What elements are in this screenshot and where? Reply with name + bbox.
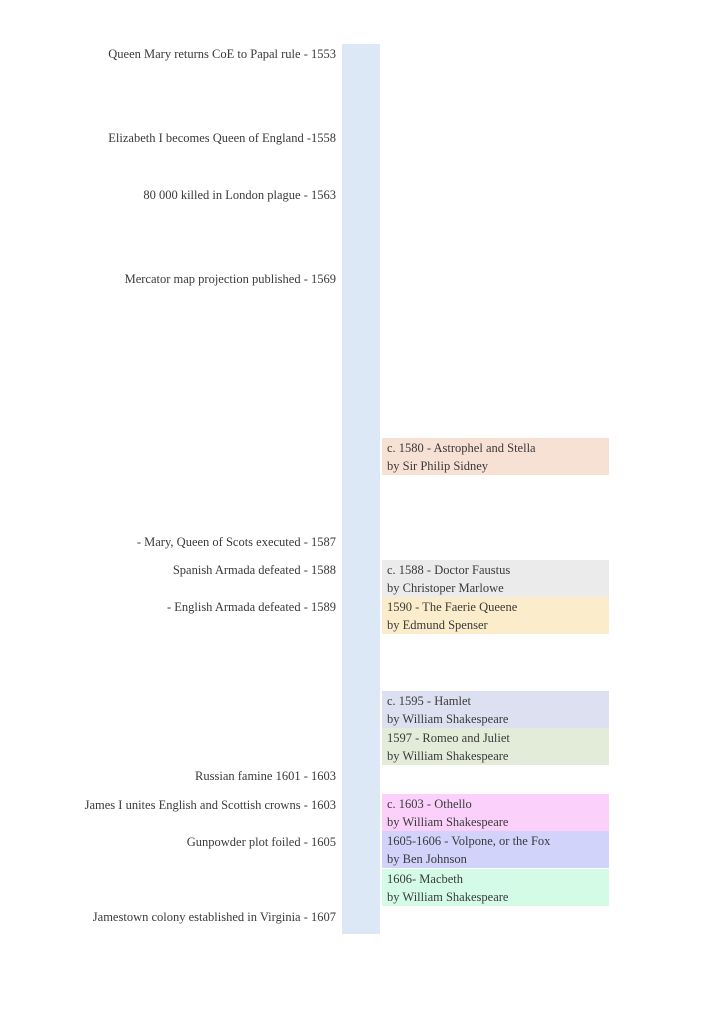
work-title: 1597 - Romeo and Juliet	[387, 731, 510, 745]
event-1588: Spanish Armada defeated - 1588	[172, 563, 336, 577]
work-author: by Christoper Marlowe	[387, 581, 504, 595]
work-title: c. 1595 - Hamlet	[387, 694, 472, 708]
work-volpone	[382, 831, 609, 868]
work-author: by William Shakespeare	[387, 815, 509, 829]
work-title: c. 1603 - Othello	[387, 797, 472, 811]
event-1607: Jamestown colony established in Virginia - 1607	[92, 910, 336, 924]
event-1589: - English Armada defeated - 1589	[166, 600, 336, 614]
event-1587: - Mary, Queen of Scots executed - 1587	[136, 535, 336, 549]
event-1553: Queen Mary returns CoE to Papal rule - 1553	[108, 47, 336, 61]
event-1563: 80 000 killed in London plague - 1563	[143, 188, 336, 202]
work-author: by Edmund Spenser	[387, 618, 488, 632]
event-1603: James I unites English and Scottish crowns - 1603	[84, 798, 336, 812]
event-1605: Gunpowder plot foiled - 1605	[186, 835, 336, 849]
work-hamlet	[382, 691, 609, 728]
work-author: by William Shakespeare	[387, 712, 509, 726]
work-romeo-and-juliet	[382, 728, 609, 765]
work-othello	[382, 794, 609, 831]
work-macbeth	[382, 869, 609, 906]
work-title: c. 1580 - Astrophel and Stella	[387, 441, 536, 455]
work-author: by Sir Philip Sidney	[387, 459, 489, 473]
work-doctor-faustus	[382, 560, 609, 597]
timeline-bar	[342, 44, 380, 934]
work-author: by William Shakespeare	[387, 749, 509, 763]
work-author: by William Shakespeare	[387, 890, 509, 904]
event-1558: Elizabeth I becomes Queen of England -1558	[108, 131, 336, 145]
work-title: 1590 - The Faerie Queene	[387, 600, 518, 614]
work-astrophel-and-stella	[382, 438, 609, 475]
work-title: c. 1588 - Doctor Faustus	[387, 563, 511, 577]
work-title: 1605-1606 - Volpone, or the Fox	[387, 834, 551, 848]
event-1601: Russian famine 1601 - 1603	[195, 769, 336, 783]
work-title: 1606- Macbeth	[387, 872, 464, 886]
event-1569: Mercator map projection published - 1569	[124, 272, 336, 286]
work-faerie-queene	[382, 597, 609, 634]
work-author: by Ben Johnson	[387, 852, 467, 866]
